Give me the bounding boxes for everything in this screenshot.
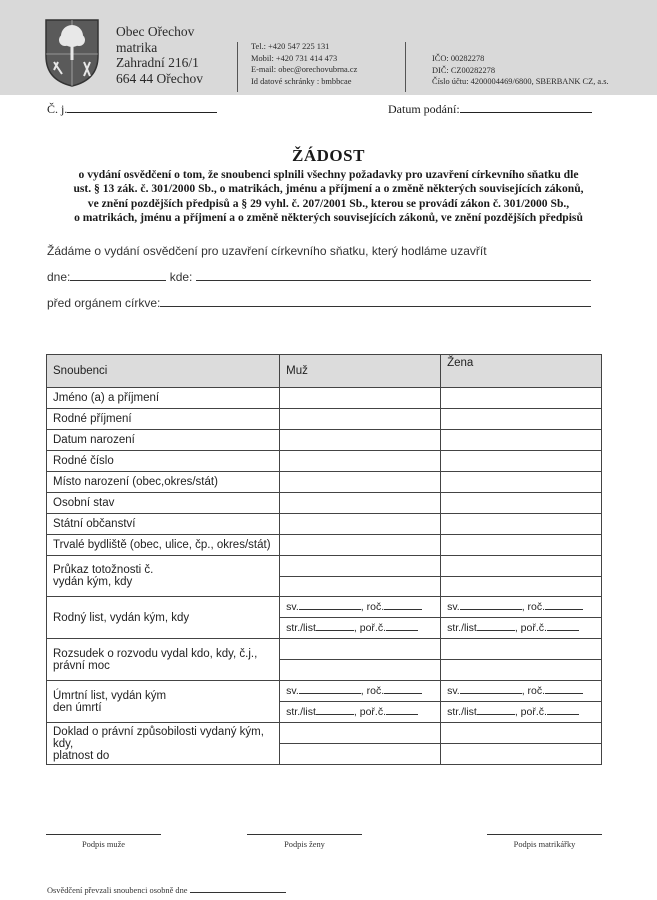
man-birth-cert-volume[interactable]: sv. , roč. [280, 597, 441, 618]
row-label-birth-date: Datum narození [47, 430, 280, 451]
col-applicants: Snoubenci [47, 355, 280, 388]
man-id-number-cell[interactable] [280, 556, 441, 577]
table-row [47, 493, 602, 514]
row-label-divorce [47, 639, 280, 681]
table-row [47, 430, 602, 451]
row-label-legal-capacity [47, 723, 280, 765]
header-divider [405, 42, 406, 92]
signature-woman[interactable]: Podpis ženy [247, 834, 362, 849]
woman-birth-number-cell[interactable] [441, 451, 602, 472]
man-death-cert-page[interactable]: str./list , poř.č. [280, 702, 441, 723]
row-label-birth-place: Místo narození (obec,okres/stát) [47, 472, 280, 493]
table-row [47, 639, 602, 660]
filing-date-label: Datum podání: [388, 102, 460, 116]
table-row [47, 451, 602, 472]
man-death-cert-volume[interactable]: sv. , roč. [280, 681, 441, 702]
filing-date-field[interactable] [460, 102, 592, 113]
woman-capacity-extra-cell[interactable] [441, 744, 602, 765]
company-ids [432, 53, 609, 88]
woman-marital-status-cell[interactable] [441, 493, 602, 514]
row-label-birth-cert: Rodný list, vydán kým, kdy [47, 597, 280, 639]
subtitle-line: o matrikách, jménu a příjmení a o změně některých souvisejících zákonů, ve znění pozdějších předpisů [74, 210, 583, 224]
woman-name-cell[interactable] [441, 388, 602, 409]
woman-death-cert-page[interactable]: str./list , poř.č. [441, 702, 602, 723]
man-birth-date-cell[interactable] [280, 430, 441, 451]
organ-label: před orgánem církve: [47, 296, 161, 310]
handover-note [47, 885, 286, 895]
woman-citizenship-cell[interactable] [441, 514, 602, 535]
man-citizenship-cell[interactable] [280, 514, 441, 535]
place-label: kde: [169, 270, 193, 284]
row-label-birth-surname: Rodné příjmení [47, 409, 280, 430]
municipality-department: matrika [116, 39, 158, 55]
reference-label: Č. j. [47, 102, 68, 116]
contact-info [251, 41, 357, 87]
id-card-label-line: Průkaz totožnosti č. [53, 564, 154, 576]
table-row [47, 388, 602, 409]
document-subtitle [20, 168, 637, 225]
id-card-label-line: vydán kým, kdy [53, 576, 133, 588]
death-cert-label-line: Úmrtní list, vydán kým [53, 689, 167, 702]
woman-capacity-cell[interactable] [441, 723, 602, 744]
man-birth-surname-cell[interactable] [280, 409, 441, 430]
capacity-label-line: Doklad o právní způsobilosti vydaný kým, kdy, [53, 725, 264, 750]
reference-number [47, 102, 217, 117]
man-residence-cell[interactable] [280, 535, 441, 556]
woman-residence-cell[interactable] [441, 535, 602, 556]
bank-account: Číslo účtu: 4200004469/6800, SBERBANK CZ, a.s. [432, 77, 609, 86]
table-row [47, 514, 602, 535]
table-row [47, 472, 602, 493]
intro-text: Žádáme o vydání osvědčení pro uzavření církevního sňatku, který hodláme uzavřít [47, 244, 487, 258]
handover-date-field[interactable] [190, 885, 286, 893]
municipality-city: 664 44 Ořechov [116, 70, 203, 86]
table-header [47, 355, 602, 388]
subtitle-line: ve znění pozdějších předpisů a § 29 vyhl. č. 207/2001 Sb., kterou se provádí zákon č. 301/2000 Sb., [87, 196, 570, 210]
church-organ [47, 296, 591, 310]
woman-divorce-extra-cell[interactable] [441, 660, 602, 681]
municipality-name: Obec Ořechov [116, 24, 195, 39]
woman-birth-cert-page[interactable]: str./list , poř.č. [441, 618, 602, 639]
signature-registrar[interactable]: Podpis matrikářky [487, 834, 602, 849]
wedding-date-place [47, 270, 591, 284]
reference-field[interactable] [67, 102, 217, 113]
wedding-place-field[interactable] [196, 270, 591, 281]
ico: IČO: 00282278 [432, 54, 485, 63]
table-row [47, 409, 602, 430]
death-cert-label-line: den úmrtí [53, 701, 102, 714]
table-row [47, 535, 602, 556]
row-label-marital-status: Osobní stav [47, 493, 280, 514]
header-divider [237, 42, 238, 92]
table-row [47, 723, 602, 744]
municipal-coat-of-arms [44, 18, 100, 88]
databox-id: Id datové schránky : bmbbcae [251, 76, 352, 86]
letterhead [0, 0, 657, 95]
man-birth-place-cell[interactable] [280, 472, 441, 493]
municipality-street: Zahradní 216/1 [116, 55, 199, 71]
dic: DIČ: CZ00282278 [432, 65, 496, 75]
phone: Tel.: +420 547 225 131 [251, 42, 330, 51]
divorce-label-line: právní moc [53, 659, 110, 672]
man-divorce-cell[interactable] [280, 639, 441, 660]
man-marital-status-cell[interactable] [280, 493, 441, 514]
row-label-name: Jméno (a) a příjmení [47, 388, 280, 409]
subtitle-line: o vydání osvědčení o tom, že snoubenci splnili všechny požadavky pro uzavření církevního sňatku dle [78, 168, 579, 181]
man-capacity-extra-cell[interactable] [280, 744, 441, 765]
woman-birth-date-cell[interactable] [441, 430, 602, 451]
document-title: ŽÁDOST [292, 146, 365, 165]
woman-id-number-cell[interactable] [441, 556, 602, 577]
divorce-label-line: Rozsudek o rozvodu vydal kdo, kdy, č.j., [53, 647, 258, 660]
col-man: Muž [280, 355, 441, 388]
man-birth-cert-page[interactable]: str./list , poř.č. [280, 618, 441, 639]
man-name-cell[interactable] [280, 388, 441, 409]
applicants-table [46, 354, 602, 765]
row-label-id-card [47, 556, 280, 597]
col-woman: Žena [441, 355, 602, 388]
woman-birth-cert-volume[interactable]: sv. , roč. [441, 597, 602, 618]
woman-death-cert-volume[interactable]: sv. , roč. [441, 681, 602, 702]
row-label-death-cert [47, 681, 280, 723]
table-row [47, 556, 602, 577]
woman-divorce-cell[interactable] [441, 639, 602, 660]
capacity-label-line: platnost do [53, 749, 110, 762]
table-row [47, 681, 602, 702]
subtitle-line: ust. § 13 zák. č. 301/2000 Sb., o matrikách, jménu a příjmení a o změně některých souvisejících zákonů, [73, 182, 584, 196]
table-row [47, 597, 602, 618]
row-label-residence: Trvalé bydliště (obec, ulice, čp., okres/stát) [47, 535, 280, 556]
row-label-citizenship: Státní občanství [47, 514, 280, 535]
email: E-mail: obec@orechovubrna.cz [251, 65, 358, 74]
municipality-address [116, 24, 203, 86]
man-id-issuer-cell[interactable] [280, 577, 441, 597]
man-birth-number-cell[interactable] [280, 451, 441, 472]
man-divorce-extra-cell[interactable] [280, 660, 441, 681]
row-label-birth-number: Rodné číslo [47, 451, 280, 472]
mobile: Mobil: +420 731 414 473 [251, 53, 338, 63]
woman-birth-surname-cell[interactable] [441, 409, 602, 430]
filing-date [388, 102, 592, 117]
woman-birth-place-cell[interactable] [441, 472, 602, 493]
man-capacity-cell[interactable] [280, 723, 441, 744]
date-label: dne: [47, 270, 71, 284]
signature-man[interactable]: Podpis muže [46, 834, 161, 849]
handover-text: Osvědčení převzali snoubenci osobně dne [47, 886, 188, 895]
woman-id-issuer-cell[interactable] [441, 577, 602, 597]
wedding-date-field[interactable] [70, 270, 166, 281]
church-organ-field[interactable] [160, 296, 591, 307]
